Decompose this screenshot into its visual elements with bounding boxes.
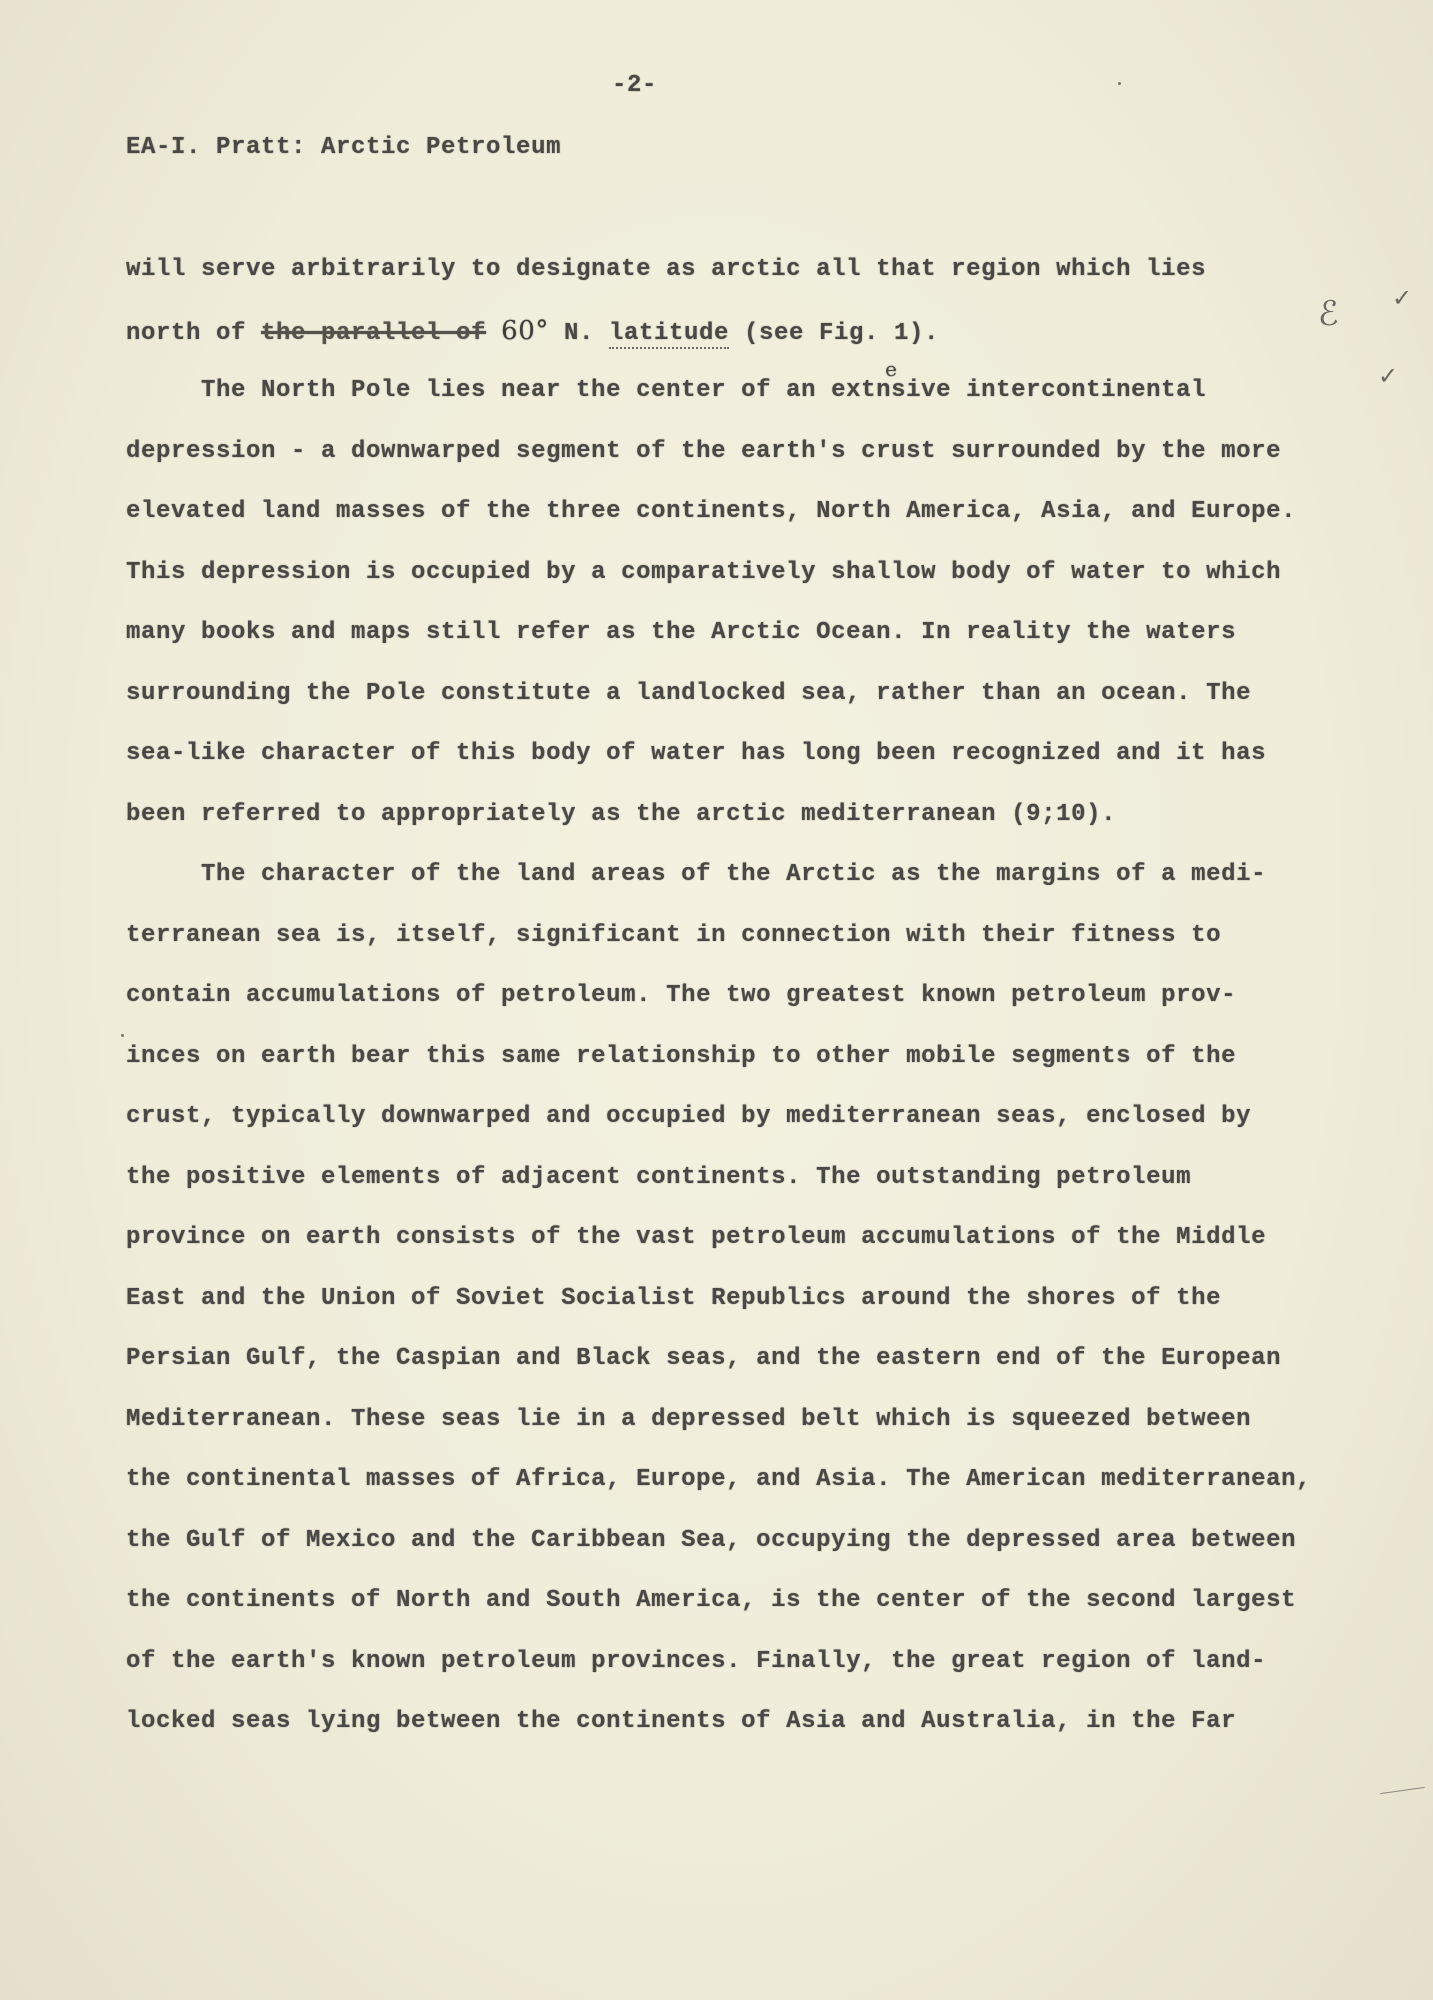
text-line-edited [126, 311, 1326, 372]
handwritten-degree: 60° [501, 315, 549, 346]
margin-check-mark: ✓ [1392, 284, 1413, 312]
insertion-caret [876, 357, 952, 411]
text-line: depression - a downwarped segment of the earth's crust surrounded by the more [126, 437, 1282, 465]
paper-speck [1118, 82, 1121, 85]
text-fragment: nsive [876, 377, 952, 404]
text-fragment: intercontinental [951, 377, 1207, 404]
body-text [126, 250, 1326, 1763]
text-line: locked seas lying between the continents of Asia and Australia, in the Far [126, 1708, 1237, 1735]
text-fragment: The North Pole lies near the center of an [201, 377, 832, 404]
text-line: Mediterranean. These seas lie in a depressed belt which is squeezed between [126, 1405, 1252, 1433]
text-line: the continental masses of Africa, Europe, and Asia. The American mediterranean, [126, 1466, 1312, 1493]
text-line: been referred to appropriately as the arctic mediterranean (9;10). [126, 800, 1117, 828]
text-line: Persian Gulf, the Caspian and Black seas, and the eastern end of the European [126, 1345, 1282, 1372]
text-fragment: N. [548, 319, 609, 347]
text-line: This depression is occupied by a comparatively shallow body of water to which [126, 558, 1282, 586]
text-line: inces on earth bear this same relationship to other mobile segments of the [126, 1042, 1237, 1070]
text-line: sea-like character of this body of water has long been recognized and it has [126, 740, 1267, 767]
text-line: East and the Union of Soviet Socialist Republics around the shores of the [126, 1284, 1222, 1312]
text-line: The character of the land areas of the Arctic as the margins of a medi- [201, 861, 1267, 888]
text-line: the continents of North and South America, is the center of the second largest [126, 1587, 1297, 1614]
text-line: the Gulf of Mexico and the Caribbean Sea, occupying the depressed area between [126, 1526, 1297, 1554]
margin-proof-mark: ℰ [1318, 294, 1339, 334]
text-line: of the earth's known petroleum provinces. Finally, the great region of land- [126, 1647, 1267, 1675]
struck-text: the parallel of [261, 319, 487, 347]
text-line: crust, typically downwarped and occupied by mediterranean seas, enclosed by [126, 1103, 1252, 1130]
text-fragment: north of [126, 319, 262, 347]
text-line: surrounding the Pole constitute a landlocked sea, rather than an ocean. The [126, 679, 1252, 707]
pencil-stroke [1380, 1787, 1425, 1794]
text-fragment: (see Fig. 1). [729, 319, 940, 347]
text-line: many books and maps still refer as the Arctic Ocean. In reality the waters [126, 619, 1237, 646]
text-line: terranean sea is, itself, significant in connection with their fitness to [126, 921, 1222, 949]
inserted-letter: e [885, 357, 898, 381]
text-line: will serve arbitrarily to designate as arctic all that region which lies [126, 256, 1207, 283]
text-line: province on earth consists of the vast petroleum accumulations of the Middle [126, 1224, 1267, 1251]
text-line: the positive elements of adjacent continents. The outstanding petroleum [126, 1163, 1192, 1191]
running-header: EA-I. Pratt: Arctic Petroleum [126, 134, 562, 161]
paper-speck [121, 1034, 124, 1037]
page-number: -2- [612, 72, 658, 99]
text-fragment: ext [831, 377, 877, 404]
text-line: contain accumulations of petroleum. The two greatest known petroleum prov- [126, 982, 1237, 1009]
text-line: elevated land masses of the three continents, North America, Asia, and Europe. [126, 498, 1297, 525]
latitude-word: latitude [609, 319, 730, 347]
margin-check-mark: ✓ [1378, 362, 1399, 390]
text-line-insert [126, 357, 1326, 432]
